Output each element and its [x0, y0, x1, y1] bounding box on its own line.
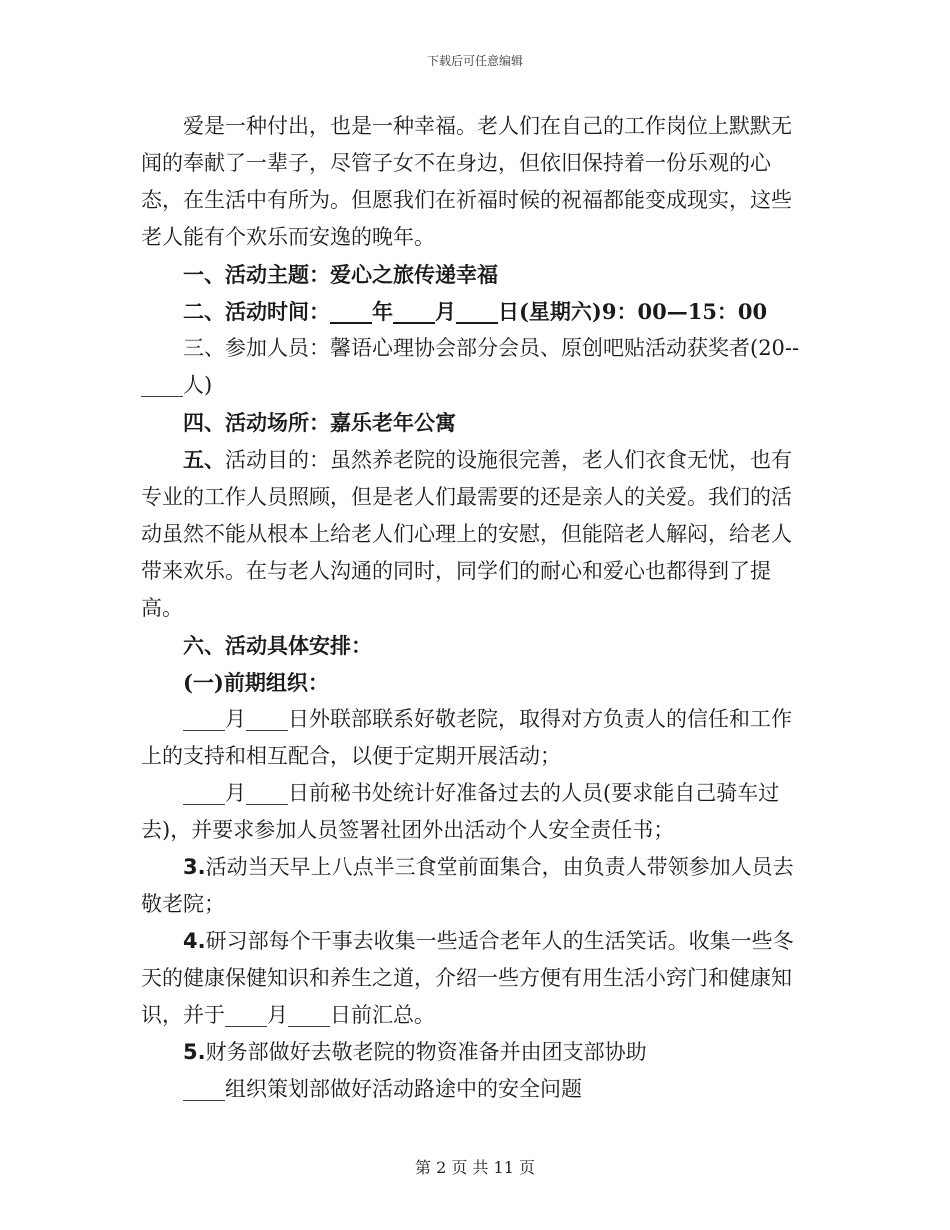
list-item-3	[141, 849, 809, 923]
list-item-5-text: 财务部做好去敬老院的物资准备并由团支部协助	[205, 1040, 647, 1064]
section-venue: 四、活动场所：嘉乐老年公寓	[183, 410, 456, 435]
header-note: 下载后可任意编辑	[426, 54, 523, 68]
list-item-4-text: 研习部每个干事去收集一些适合老年人的生活笑话。收集一些冬天的健康保健知识和养生之道，介绍一些方便有用生活小窍门和健康知识，并于____月____日前汇总。	[141, 929, 794, 1027]
section-theme: 一、活动主题：爱心之旅传递幸福	[183, 262, 498, 287]
list-item-4-number: 4.	[183, 929, 206, 953]
list-item-6: ____组织策划部做好活动路途中的安全问题	[183, 1077, 582, 1101]
list-item-2: ____月____日前秘书处统计好准备过去的人员(要求能自己骑车过去)，并要求参加人员签署社团外出活动个人安全责任书；	[141, 781, 780, 842]
intro-paragraph: 爱是一种付出，也是一种幸福。老人们在自己的工作岗位上默默无闻的奉献了一辈子，尽管子女不在身边，但依旧保持着一份乐观的心态，在生活中有所为。但愿我们在祈福时候的祝福都能变成现实，这些老人能有个欢乐而安逸的晚年。	[141, 114, 792, 249]
document-body	[141, 108, 809, 1108]
list-item-5-number: 5.	[183, 1040, 206, 1064]
list-item-5	[141, 1034, 809, 1071]
section-purpose-text: 活动目的：虽然养老院的设施很完善，老人们衣食无忧，也有专业的工作人员照顾，但是老人们最需要的还是亲人的关爱。我们的活动虽然不能从根本上给老人们心理上的安慰，但能陪老人解闷，给老人带来欢乐。在与老人沟通的同时，同学们的耐心和爱心也都得到了提高。	[141, 448, 792, 620]
list-item-3-number: 3.	[183, 855, 206, 879]
page-number: 第 2 页 共 11 页	[415, 1158, 535, 1177]
section-time: 二、活动时间：____年____月____日(星期六)9：00—15：00	[183, 299, 768, 324]
subsection-preparation: (一)前期组织：	[183, 670, 329, 695]
section-purpose	[141, 441, 809, 627]
list-item-4	[141, 923, 809, 1034]
section-arrangement: 六、活动具体安排：	[183, 633, 372, 658]
list-item-3-text: 活动当天早上八点半三食堂前面集合，由负责人带领参加人员去敬老院；	[141, 855, 794, 916]
section-purpose-lead: 五、	[183, 447, 225, 472]
section-participants: 三、参加人员：馨语心理协会部分会员、原创吧贴活动获奖者(20--____人)	[141, 336, 800, 397]
list-item-1: ____月____日外联部联系好敬老院，取得对方负责人的信任和工作上的支持和相互配合，以便于定期开展活动；	[141, 707, 792, 768]
